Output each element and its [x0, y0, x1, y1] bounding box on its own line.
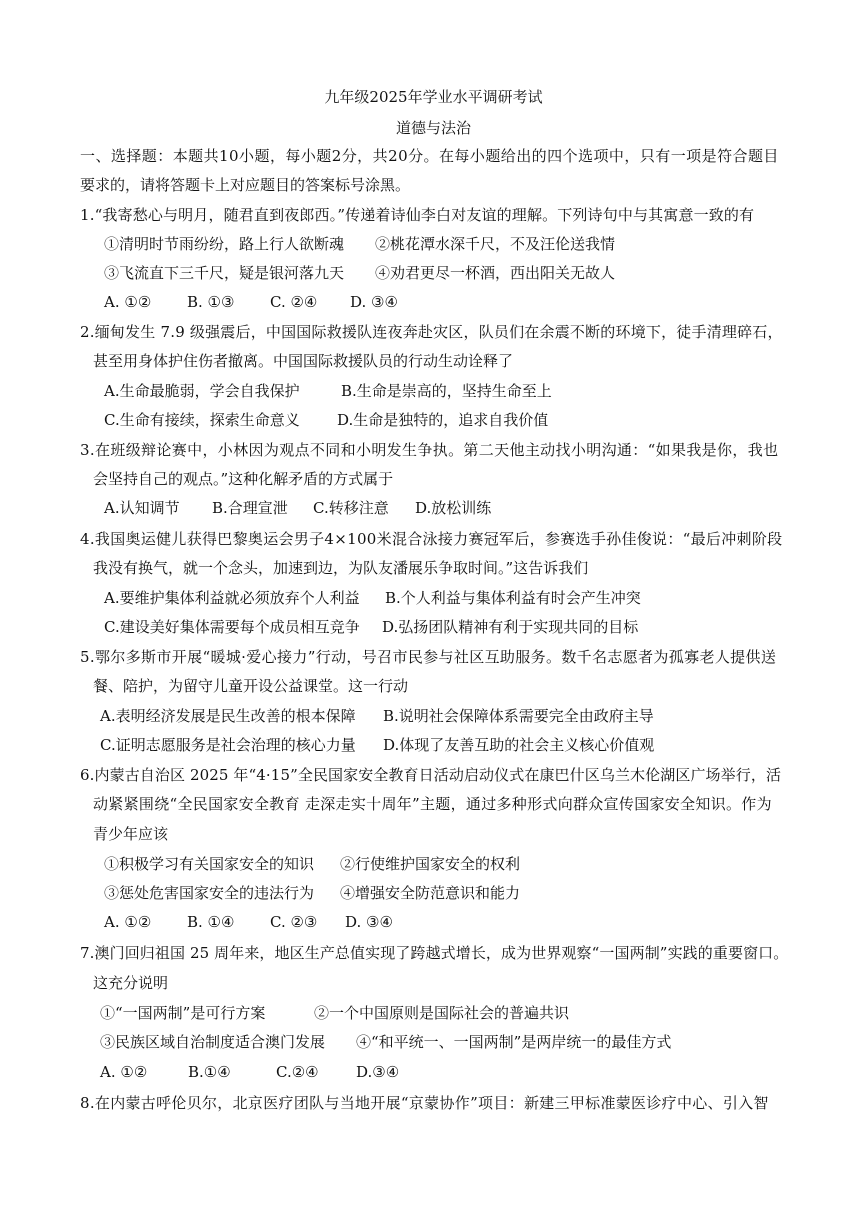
q4-stem-line2: 我没有换气，就一个念头，加速到边，为队友潘展乐争取时间。”这告诉我们 [93, 559, 589, 577]
q1-option-2: ②桃花潭水深千尺，不及汪伦送我情 [375, 235, 616, 253]
q6-options-row2 [104, 883, 520, 903]
q7-option-4: ④“和平统一、一国两制”是两岸统一的最佳方式 [356, 1033, 672, 1051]
q5-choice-c: C.证明志愿服务是社会治理的核心力量 [100, 736, 356, 754]
q3-choice-c: C.转移注意 [313, 499, 389, 517]
q2-answers-row1 [104, 381, 552, 401]
q2-choice-a: A.生命最脆弱，学会自我保护 [104, 382, 300, 400]
q7-options-row1 [100, 1003, 569, 1023]
q7-option-1: ①“一国两制”是可行方案 [100, 1004, 266, 1022]
q3-choice-a: A.认知调节 [104, 499, 180, 517]
q1-choice-b: B. ①③ [187, 293, 235, 311]
q5-stem-line2: 餐、陪护，为留守儿童开设公益课堂。这一行动 [93, 677, 409, 695]
q5-answers-row2 [100, 735, 654, 755]
q4-choice-b: B.个人利益与集体利益有时会产生冲突 [385, 589, 641, 607]
q7-stem-line1: 7.澳门回归祖国 25 周年来，地区生产总值实现了跨越式增长，成为世界观察“一国两制”实践的重要窗口。 [80, 944, 789, 962]
q6-option-4: ④增强安全防范意识和能力 [340, 884, 521, 902]
q1-option-3: ③飞流直下三千尺，疑是银河落九天 [104, 264, 345, 282]
q3-stem-line2: 会坚持自己的观点。”这种化解矛盾的方式属于 [93, 470, 394, 488]
q4-answers-row2 [104, 617, 638, 637]
q7-choice-d: D.③④ [356, 1063, 400, 1081]
q6-choice-d: D. ③④ [345, 913, 393, 931]
q5-stem-line1: 5.鄂尔多斯市开展“暖城·爱心接力”行动，号召市民参与社区互助服务。数千名志愿者为孤寡老人提供送 [80, 648, 777, 666]
q5-answers-row1 [100, 706, 654, 726]
q6-stem-line2: 动紧紧围绕“全民国家安全教育 走深走实十周年”主题，通过多种形式向群众宣传国家安全知识。作为 [93, 795, 772, 813]
section-instruction-line2: 要求的，请将答题卡上对应题目的答案标号涂黑。 [80, 176, 411, 194]
q6-stem-line3: 青少年应该 [93, 825, 169, 843]
q4-choice-c: C.建设美好集体需要每个成员相互竞争 [104, 618, 360, 636]
q1-choice-d: D. ③④ [350, 293, 398, 311]
q3-answers [104, 498, 491, 518]
q1-choice-a: A. ①② [104, 293, 152, 311]
q7-option-3: ③民族区域自治制度适合澳门发展 [100, 1033, 326, 1051]
q2-stem-line1: 2.缅甸发生 7.9 级强震后，中国国际救援队连夜奔赴灾区，队员们在余震不断的环境下，徒手清理碎石， [80, 323, 783, 341]
q1-options-row1 [104, 234, 615, 254]
q7-choice-b: B.①④ [188, 1063, 231, 1081]
section-instruction-line1: 一、选择题：本题共10小题，每小题2分，共20分。在每小题给出的四个选项中，只有一项是符合题目 [80, 147, 779, 165]
q8-stem-line1: 8.在内蒙古呼伦贝尔，北京医疗团队与当地开展“京蒙协作”项目：新建三甲标准蒙医诊疗中心、引入智 [80, 1094, 769, 1112]
q2-choice-c: C.生命有接续，探索生命意义 [104, 411, 300, 429]
q6-stem-line1: 6.内蒙古自治区 2025 年“4·15”全民国家安全教育日活动启动仪式在康巴什区乌兰木伦湖区广场举行，活 [80, 766, 782, 784]
q7-choice-a: A. ①② [100, 1063, 148, 1081]
q6-answers [104, 912, 393, 932]
q7-options-row2 [100, 1032, 671, 1052]
q2-answers-row2 [104, 410, 548, 430]
q5-choice-b: B.说明社会保障体系需要完全由政府主导 [383, 707, 654, 725]
q6-option-1: ①积极学习有关国家安全的知识 [104, 855, 315, 873]
q4-answers-row1 [104, 588, 641, 608]
q4-choice-a: A.要维护集体利益就必须放弃个人利益 [104, 589, 360, 607]
q6-option-3: ③惩处危害国家安全的违法行为 [104, 884, 315, 902]
q6-choice-c: C. ②③ [270, 913, 318, 931]
q6-options-row1 [104, 854, 520, 874]
q6-choice-b: B. ①④ [187, 913, 235, 931]
q4-choice-d: D.弘扬团队精神有利于实现共同的目标 [382, 618, 639, 636]
q6-option-2: ②行使维护国家安全的权利 [340, 855, 521, 873]
q1-option-1: ①清明时节雨纷纷，路上行人欲断魂 [104, 235, 345, 253]
q1-answers [104, 292, 398, 312]
q1-stem: 1.“我寄愁心与明月，随君直到夜郎西。”传递着诗仙李白对友谊的理解。下列诗句中与其寓意一致的有 [80, 206, 755, 224]
q1-option-4: ④劝君更尽一杯酒，西出阳关无故人 [375, 264, 616, 282]
q3-stem-line1: 3.在班级辩论赛中，小林因为观点不同和小明发生争执。第二天他主动找小明沟通：“如果我是你，我也 [80, 441, 779, 459]
q1-options-row2 [104, 263, 615, 283]
q7-stem-line2: 这充分说明 [93, 974, 169, 992]
q1-choice-c: C. ②④ [270, 293, 318, 311]
q5-choice-a: A.表明经济发展是民生改善的根本保障 [100, 707, 356, 725]
q4-stem-line1: 4.我国奥运健儿获得巴黎奥运会男子4×100米混合泳接力赛冠军后，参赛选手孙佳俊说：“最后冲刺阶段 [80, 530, 783, 548]
q6-choice-a: A. ①② [104, 913, 152, 931]
subject-title: 道德与法治 [395, 119, 471, 137]
q7-choice-c: C.②④ [276, 1063, 319, 1081]
q7-answers [100, 1062, 399, 1082]
q3-choice-b: B.合理宣泄 [212, 499, 288, 517]
q3-choice-d: D.放松训练 [415, 499, 492, 517]
q2-stem-line2: 甚至用身体护住伤者撤离。中国国际救援队员的行动生动诠释了 [93, 352, 514, 370]
q2-choice-b: B.生命是崇高的，坚持生命至上 [341, 382, 552, 400]
q2-choice-d: D.生命是独特的，追求自我价值 [337, 411, 549, 429]
q7-option-2: ②一个中国原则是国际社会的普遍共识 [314, 1004, 570, 1022]
q5-choice-d: D.体现了友善互助的社会主义核心价值观 [383, 736, 655, 754]
exam-title: 九年级2025年学业水平调研考试 [324, 88, 543, 106]
